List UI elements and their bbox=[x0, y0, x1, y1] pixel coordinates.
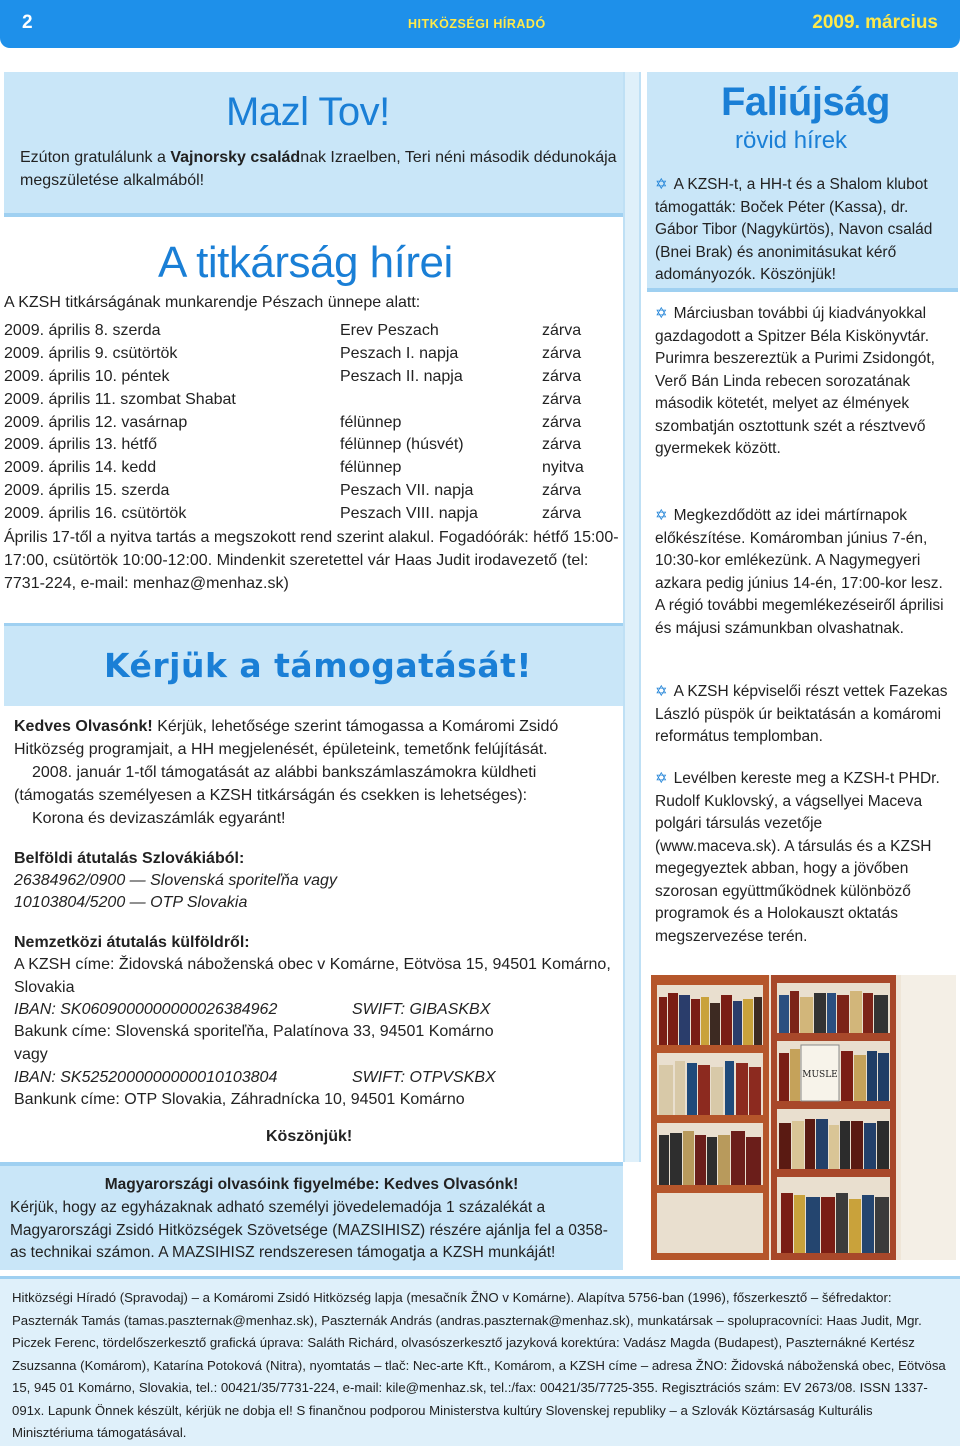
schedule-event: Erev Peszach bbox=[340, 322, 439, 340]
hungarian-readers-box bbox=[0, 1162, 623, 1270]
schedule-event: félünnep bbox=[340, 413, 402, 431]
schedule-event: félünnep (húsvét) bbox=[340, 436, 464, 454]
issue-date: 2009. március bbox=[812, 12, 938, 33]
faliujsag-title: Faliújság bbox=[721, 80, 890, 124]
star-of-david-icon: ✡ bbox=[655, 770, 668, 787]
star-of-david-icon: ✡ bbox=[655, 305, 668, 322]
schedule-event: Peszach VIII. napja bbox=[340, 504, 478, 522]
publication-name: HITKÖZSÉGI HÍRADÓ bbox=[408, 17, 546, 31]
domestic-account-1: 26384962/0900 — Slovenská sporiteľňa vagy bbox=[14, 872, 337, 889]
schedule-status: zárva bbox=[542, 413, 582, 431]
schedule-row bbox=[4, 457, 584, 480]
schedule-date: 2009. április 12. vasárnap bbox=[4, 413, 188, 431]
support-intro: Kedves Olvasónk! Kérjük, lehetősége szerint támogassa a Komáromi Zsidó Hitközség programjait, a HH megjelenését, épületeink, temetőnk felújítását. bbox=[14, 718, 559, 758]
column-divider bbox=[623, 72, 641, 1162]
faliujsag-subtitle: rövid hírek bbox=[735, 127, 848, 154]
schedule-status: zárva bbox=[542, 481, 582, 499]
support-title: Kérjük a támogatását! bbox=[104, 646, 532, 685]
support-currency-note: Korona és devizaszámlák egyaránt! bbox=[32, 810, 286, 827]
support-transfer-text: 2008. január 1-től támogatását az alábbi bankszámlaszámokra küldheti (támogatás személyesen a KZSH titkárságán és csekken is lehetséges): bbox=[14, 764, 537, 804]
news-item: ✡ Megkezdődött az idei mártírnapok előkészítése. Komáromban június 7-én, 10:30-kor emlékezünk. A Nagymegyeri azkara pedig június 14-én, 17:00-kor lesz. A régió további megemlékezéseiről áprilisi és májusi számunkban olvashatnak. bbox=[655, 507, 944, 637]
swift-2: SWIFT: OTPVSKBX bbox=[352, 1069, 496, 1086]
schedule-status: zárva bbox=[542, 345, 582, 363]
schedule-status: zárva bbox=[542, 390, 582, 408]
schedule-date: 2009. április 15. szerda bbox=[4, 481, 170, 499]
schedule-row bbox=[4, 480, 584, 503]
domestic-title: Belföldi átutalás Szlovákiából: bbox=[14, 850, 245, 867]
schedule-date: 2009. április 13. hétfő bbox=[4, 436, 157, 454]
schedule-date: 2009. április 11. szombat Shabat bbox=[4, 390, 236, 408]
star-of-david-icon: ✡ bbox=[655, 176, 668, 193]
schedule-status: zárva bbox=[542, 322, 582, 340]
schedule-row bbox=[4, 502, 584, 525]
thanks-text: Köszönjük! bbox=[266, 1128, 353, 1145]
schedule-event bbox=[340, 388, 542, 411]
schedule-row bbox=[4, 320, 584, 343]
news-item: ✡ Levélben kereste meg a KZSH-t PHDr. Rudolf Kuklovský, a vágsellyei Maceva polgári társulás vezetője (www.maceva.sk). A társulás és a KZSH megegyeztek abban, hogy a jövőben szorosan együttműködnek különböző programok és a Holokauszt oktatás megszervezése terén. bbox=[655, 770, 940, 945]
support-banner bbox=[4, 623, 623, 706]
star-of-david-icon: ✡ bbox=[655, 683, 668, 700]
schedule-row bbox=[4, 411, 584, 434]
schedule-status: zárva bbox=[542, 504, 582, 522]
domestic-account-2: 10103804/5200 — OTP Slovakia bbox=[14, 894, 248, 911]
schedule-date: 2009. április 10. péntek bbox=[4, 367, 170, 385]
bank-address-1: Bakunk címe: Slovenská sporiteľňa, Palatínova 33, 94501 Komárno bbox=[14, 1023, 494, 1040]
intl-address: A KZSH címe: Židovská náboženská obec v Komárne, Eötvösa 15, 94501 Komárno, Slovakia bbox=[14, 956, 611, 996]
imprint-footer bbox=[0, 1276, 960, 1446]
schedule-date: 2009. április 14. kedd bbox=[4, 459, 157, 477]
hungarian-readers-body: Kérjük, hogy az egyházaknak adható személyi jövedelemadója 1 százalékát a Magyarországi Zsidó Hitközségek Szövetsége (MAZSIHISZ) részére ajánlja fel a 0358-as technikai számon. A MAZSIHISZ rendszeresen támogatja a KZSH munkáját! bbox=[10, 1199, 608, 1261]
star-of-david-icon: ✡ bbox=[655, 507, 668, 524]
mazl-tov-box bbox=[4, 72, 623, 217]
schedule-status: zárva bbox=[542, 436, 582, 454]
page-header bbox=[0, 0, 960, 48]
book-spine-text: MUSLE bbox=[802, 1070, 838, 1080]
library-photo bbox=[651, 975, 956, 1260]
intl-title: Nemzetközi átutalás külföldről: bbox=[14, 934, 250, 951]
secretariat-intro: A KZSH titkárságának munkarendje Pészach ünnepe alatt: bbox=[4, 294, 421, 311]
schedule-event: félünnep bbox=[340, 459, 402, 477]
news-item: ✡ Márciusban további új kiadványokkal gazdagodott a Spitzer Béla Kiskönyvtár. Purimra beszereztük a Purimi Zsidongót, Verő Bán Linda rebecen sorozatának második kötetét, melyet az élmények szombatján osztottunk szét a résztvevő gyermekek között. bbox=[655, 305, 935, 457]
schedule-date: 2009. április 9. csütörtök bbox=[4, 345, 178, 363]
schedule-event: Peszach II. napja bbox=[340, 367, 463, 385]
schedule-event: Peszach VII. napja bbox=[340, 481, 474, 499]
secretariat-outro: Április 17-től a nyitva tartás a megszokott rend szerint alakul. Fogadóórák: hétfő 15:00-17:00, csütörtök 10:00-12:00. Mindenkit szeretettel vár Haas Judit irodavezető (tel: 7731-224, e-mail: menhaz@menhaz.sk) bbox=[4, 529, 619, 592]
imprint-text: Hitközségi Híradó (Spravodaj) – a Komáromi Zsidó Hitközség lapja (mesačník ŽNO v Komárne). Alapítva 5756-ban (1996), főszerkesztő – šéfredaktor: Paszternák Tamás (tamas.paszternak@menhaz.sk), Paszternák András (andras.paszternak@menhaz.sk), munkatársak – spolupracovníci: Haas Judit, Mgr. Piczek Ferenc, tördelőszerkesztő grafická úprava: Saláth Richárd, olvasószerkesztő jazyková korektúra: Vadász Magda (Budapest), Paszternákné Kertész Zsuzsanna (Komárom), Katarína Potoková (Nitra), nyomtatás – tlač: Nec-arte Kft., Komárom, a KZSH címe – adresa ŽNO: Židovská náboženská obec, Eötvösa 15, 945 01 Komárno, Slovakia, tel.: 00421/35/7731-224, e-mail: kile@menhaz.sk, tel.:/fax: 00421/35/7725-355. Regisztrációs szám: EV 2673/08. ISSN 1337-091x. Lapunk Önnek készült, kérjük ne dobja el! S finančnou podporou Ministerstva kultúry Slovenskej republiky – a Szlovák Köztársaság Kulturális Minisztériuma támogatásával. bbox=[12, 1290, 946, 1440]
schedule-status: nyitva bbox=[542, 459, 584, 477]
secretariat-title: A titkárság hírei bbox=[158, 238, 453, 287]
schedule-row bbox=[4, 366, 584, 389]
hungarian-readers-title: Magyarországi olvasóink figyelmébe: Kedves Olvasónk! bbox=[104, 1176, 519, 1193]
schedule-row bbox=[4, 343, 584, 366]
schedule-status: zárva bbox=[542, 367, 582, 385]
or-text: vagy bbox=[14, 1046, 48, 1063]
schedule-date: 2009. április 8. szerda bbox=[4, 322, 161, 340]
page-number: 2 bbox=[22, 12, 33, 33]
schedule-date: 2009. április 16. csütörtök bbox=[4, 504, 187, 522]
bookshelf-illustration bbox=[651, 975, 956, 1260]
faliujsag-box bbox=[647, 72, 958, 292]
mazl-tov-title: Mazl Tov! bbox=[226, 90, 390, 134]
swift-1: SWIFT: GIBASKBX bbox=[352, 1001, 491, 1018]
news-item: ✡ A KZSH-t, a HH-t és a Shalom klubot támogatták: Boček Péter (Kassa), dr. Gábor Tibor (Nagykürtös), Navon család (Bnei Brak) és anonimitásukat kérő adományozók. Köszönjük! bbox=[655, 176, 933, 283]
schedule-row bbox=[4, 388, 584, 411]
bank-address-2: Bankunk címe: OTP Slovakia, Záhradnícka 10, 94501 Komárno bbox=[14, 1091, 465, 1108]
iban-1: IBAN: SK0609000000000026384962 bbox=[14, 1001, 278, 1018]
schedule-row bbox=[4, 434, 584, 457]
schedule-event: Peszach I. napja bbox=[340, 345, 459, 363]
iban-2: IBAN: SK5252000000000010103804 bbox=[14, 1069, 278, 1086]
schedule-table bbox=[4, 320, 584, 525]
news-item: ✡ A KZSH képviselői részt vettek Fazekas László püspök úr beiktatásán a komáromi református templomban. bbox=[655, 683, 948, 745]
mazl-tov-text: Ezúton gratulálunk a Vajnorsky családnak Izraelben, Teri néni második dédunokája megszületése alkalmából! bbox=[20, 149, 617, 189]
